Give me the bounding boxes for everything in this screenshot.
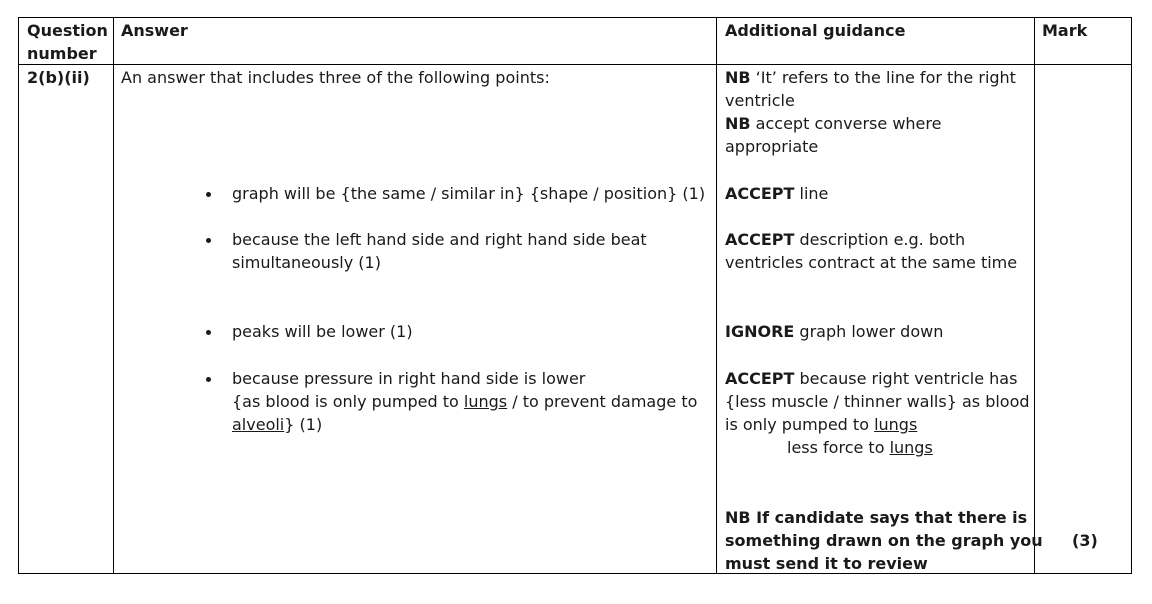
bullet-icon xyxy=(206,238,211,243)
guidance-final-nb: NB If candidate says that there is something drawn on the graph you must send it to review xyxy=(725,508,1043,573)
header-mark: Mark xyxy=(1042,21,1088,40)
bullet-icon xyxy=(206,330,211,335)
bullet-icon xyxy=(206,377,211,382)
mark-value: (3) xyxy=(1072,531,1098,550)
header-additional-guidance: Additional guidance xyxy=(725,21,906,40)
guidance-nb-it: NB ‘It’ refers to the line for the right ventricle NB accept converse where appropriate xyxy=(725,68,1016,156)
answer-intro: An answer that includes three of the following points: xyxy=(121,68,550,87)
guidance-accept-muscle: ACCEPT because right ventricle has {less muscle / thinner walls} as blood is only pumped to lungs less force to lungs xyxy=(725,369,1030,457)
mark-scheme-table xyxy=(18,17,1132,574)
header-question-number: Question number xyxy=(27,21,108,63)
column-divider xyxy=(1034,18,1035,573)
answer-point: peaks will be lower (1) xyxy=(232,322,413,341)
header-divider xyxy=(19,64,1131,65)
answer-point: because the left hand side and right hand side beat simultaneously (1) xyxy=(232,230,647,272)
bullet-icon xyxy=(206,192,211,197)
column-divider xyxy=(113,18,114,573)
guidance-accept-description: ACCEPT description e.g. both ventricles contract at the same time xyxy=(725,230,1018,272)
column-divider xyxy=(716,18,717,573)
answer-point: because pressure in right hand side is lower {as blood is only pumped to lungs / to prevent damage to alveoli} (1) xyxy=(232,369,698,434)
answer-point: graph will be {the same / similar in} {shape / position} (1) xyxy=(232,184,706,203)
guidance-ignore: IGNORE graph lower down xyxy=(725,322,944,341)
guidance-accept-line: ACCEPT line xyxy=(725,184,829,203)
question-number: 2(b)(ii) xyxy=(27,68,90,87)
header-answer: Answer xyxy=(121,21,188,40)
